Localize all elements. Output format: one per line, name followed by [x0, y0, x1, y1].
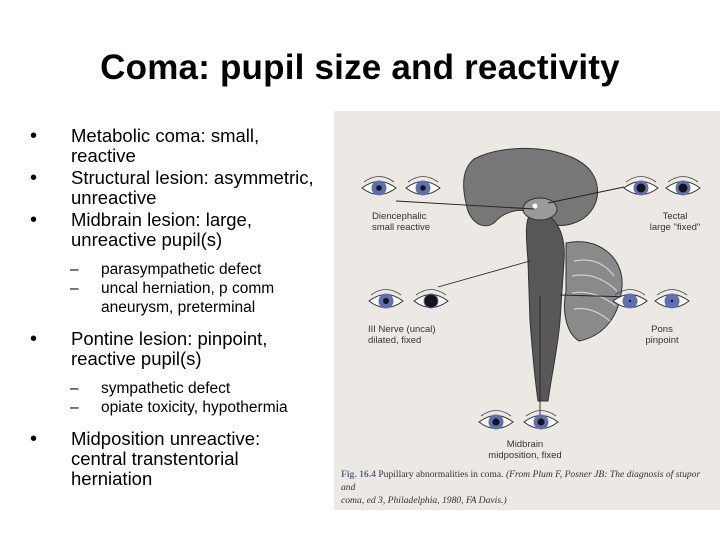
bullet-line: unreactive [71, 187, 157, 208]
bullet-pontine [30, 329, 350, 369]
bullet-line: reactive pupil(s) [71, 348, 202, 369]
dash-icon: – [70, 380, 79, 397]
eye-pair-pons [613, 290, 689, 309]
figure-number: Fig. 16.4 [341, 469, 376, 480]
figure-caption [341, 468, 716, 507]
brainstem-shape [526, 211, 564, 401]
subbullet-line: sympathetic defect [101, 380, 231, 397]
bullet-line: Midposition unreactive: [71, 428, 261, 449]
caption-source: (From Plum F, Posner JB: The diagnosis of stupor and [341, 469, 701, 493]
label-tectal: Tectal large "fixed" [649, 211, 701, 233]
bullet-dot-icon: • [30, 328, 38, 350]
bullet-metabolic [30, 126, 350, 166]
bullet-line: central transtentorial [71, 448, 239, 469]
subbullet-line: uncal herniation, p comm [101, 280, 275, 297]
bullet-midposition [30, 429, 350, 489]
bullet-line: reactive [71, 145, 136, 166]
subbullet-opiate [30, 398, 350, 417]
bullet-list [30, 126, 350, 491]
subbullet-sympathetic [30, 379, 350, 398]
label-midbrain: Midbrain midposition, fixed [488, 439, 562, 461]
bullet-line: Pontine lesion: pinpoint, [71, 328, 268, 349]
bullet-line: Structural lesion: asymmetric, [71, 167, 314, 188]
slide-title: Coma: pupil size and reactivity [100, 48, 620, 87]
bullet-dot-icon: • [30, 167, 38, 189]
bullet-dot-icon: • [30, 125, 38, 147]
caption-source-line2: coma, ed 3, Philadelphia, 1980, FA Davis.) [341, 495, 507, 506]
pupil-diagram-figure [334, 111, 720, 510]
bullet-midbrain [30, 210, 350, 250]
dash-icon: – [70, 261, 79, 278]
bullet-structural [30, 168, 350, 208]
subbullet-line: aneurysm, preterminal [101, 299, 256, 316]
bullet-line: unreactive pupil(s) [71, 229, 223, 250]
dash-icon: – [70, 399, 79, 416]
bullet-line: Metabolic coma: small, [71, 125, 260, 146]
subbullet-line: opiate toxicity, hypothermia [101, 399, 288, 416]
eye-pair-third-nerve [369, 290, 448, 309]
label-third-nerve: III Nerve (uncal) dilated, fixed [368, 324, 436, 346]
label-pons: Pons pinpoint [645, 324, 679, 346]
dash-icon: – [70, 280, 79, 297]
bullet-dot-icon: • [30, 428, 38, 450]
caption-text: Pupillary abnormalities in coma. [375, 469, 504, 480]
subbullet-line: parasympathetic defect [101, 261, 262, 278]
eye-pair-tectal [624, 177, 700, 196]
label-diencephalic: Diencephalic small reactive [372, 211, 431, 233]
bullet-dot-icon: • [30, 209, 38, 231]
eye-pair-diencephalic [362, 177, 440, 196]
subbullet-parasympathetic [30, 260, 350, 279]
cerebellum-shape [565, 242, 623, 341]
subbullet-uncal [30, 279, 350, 317]
bullet-line: herniation [71, 468, 153, 489]
bullet-line: Midbrain lesion: large, [71, 209, 252, 230]
eye-pair-midbrain [479, 411, 558, 430]
